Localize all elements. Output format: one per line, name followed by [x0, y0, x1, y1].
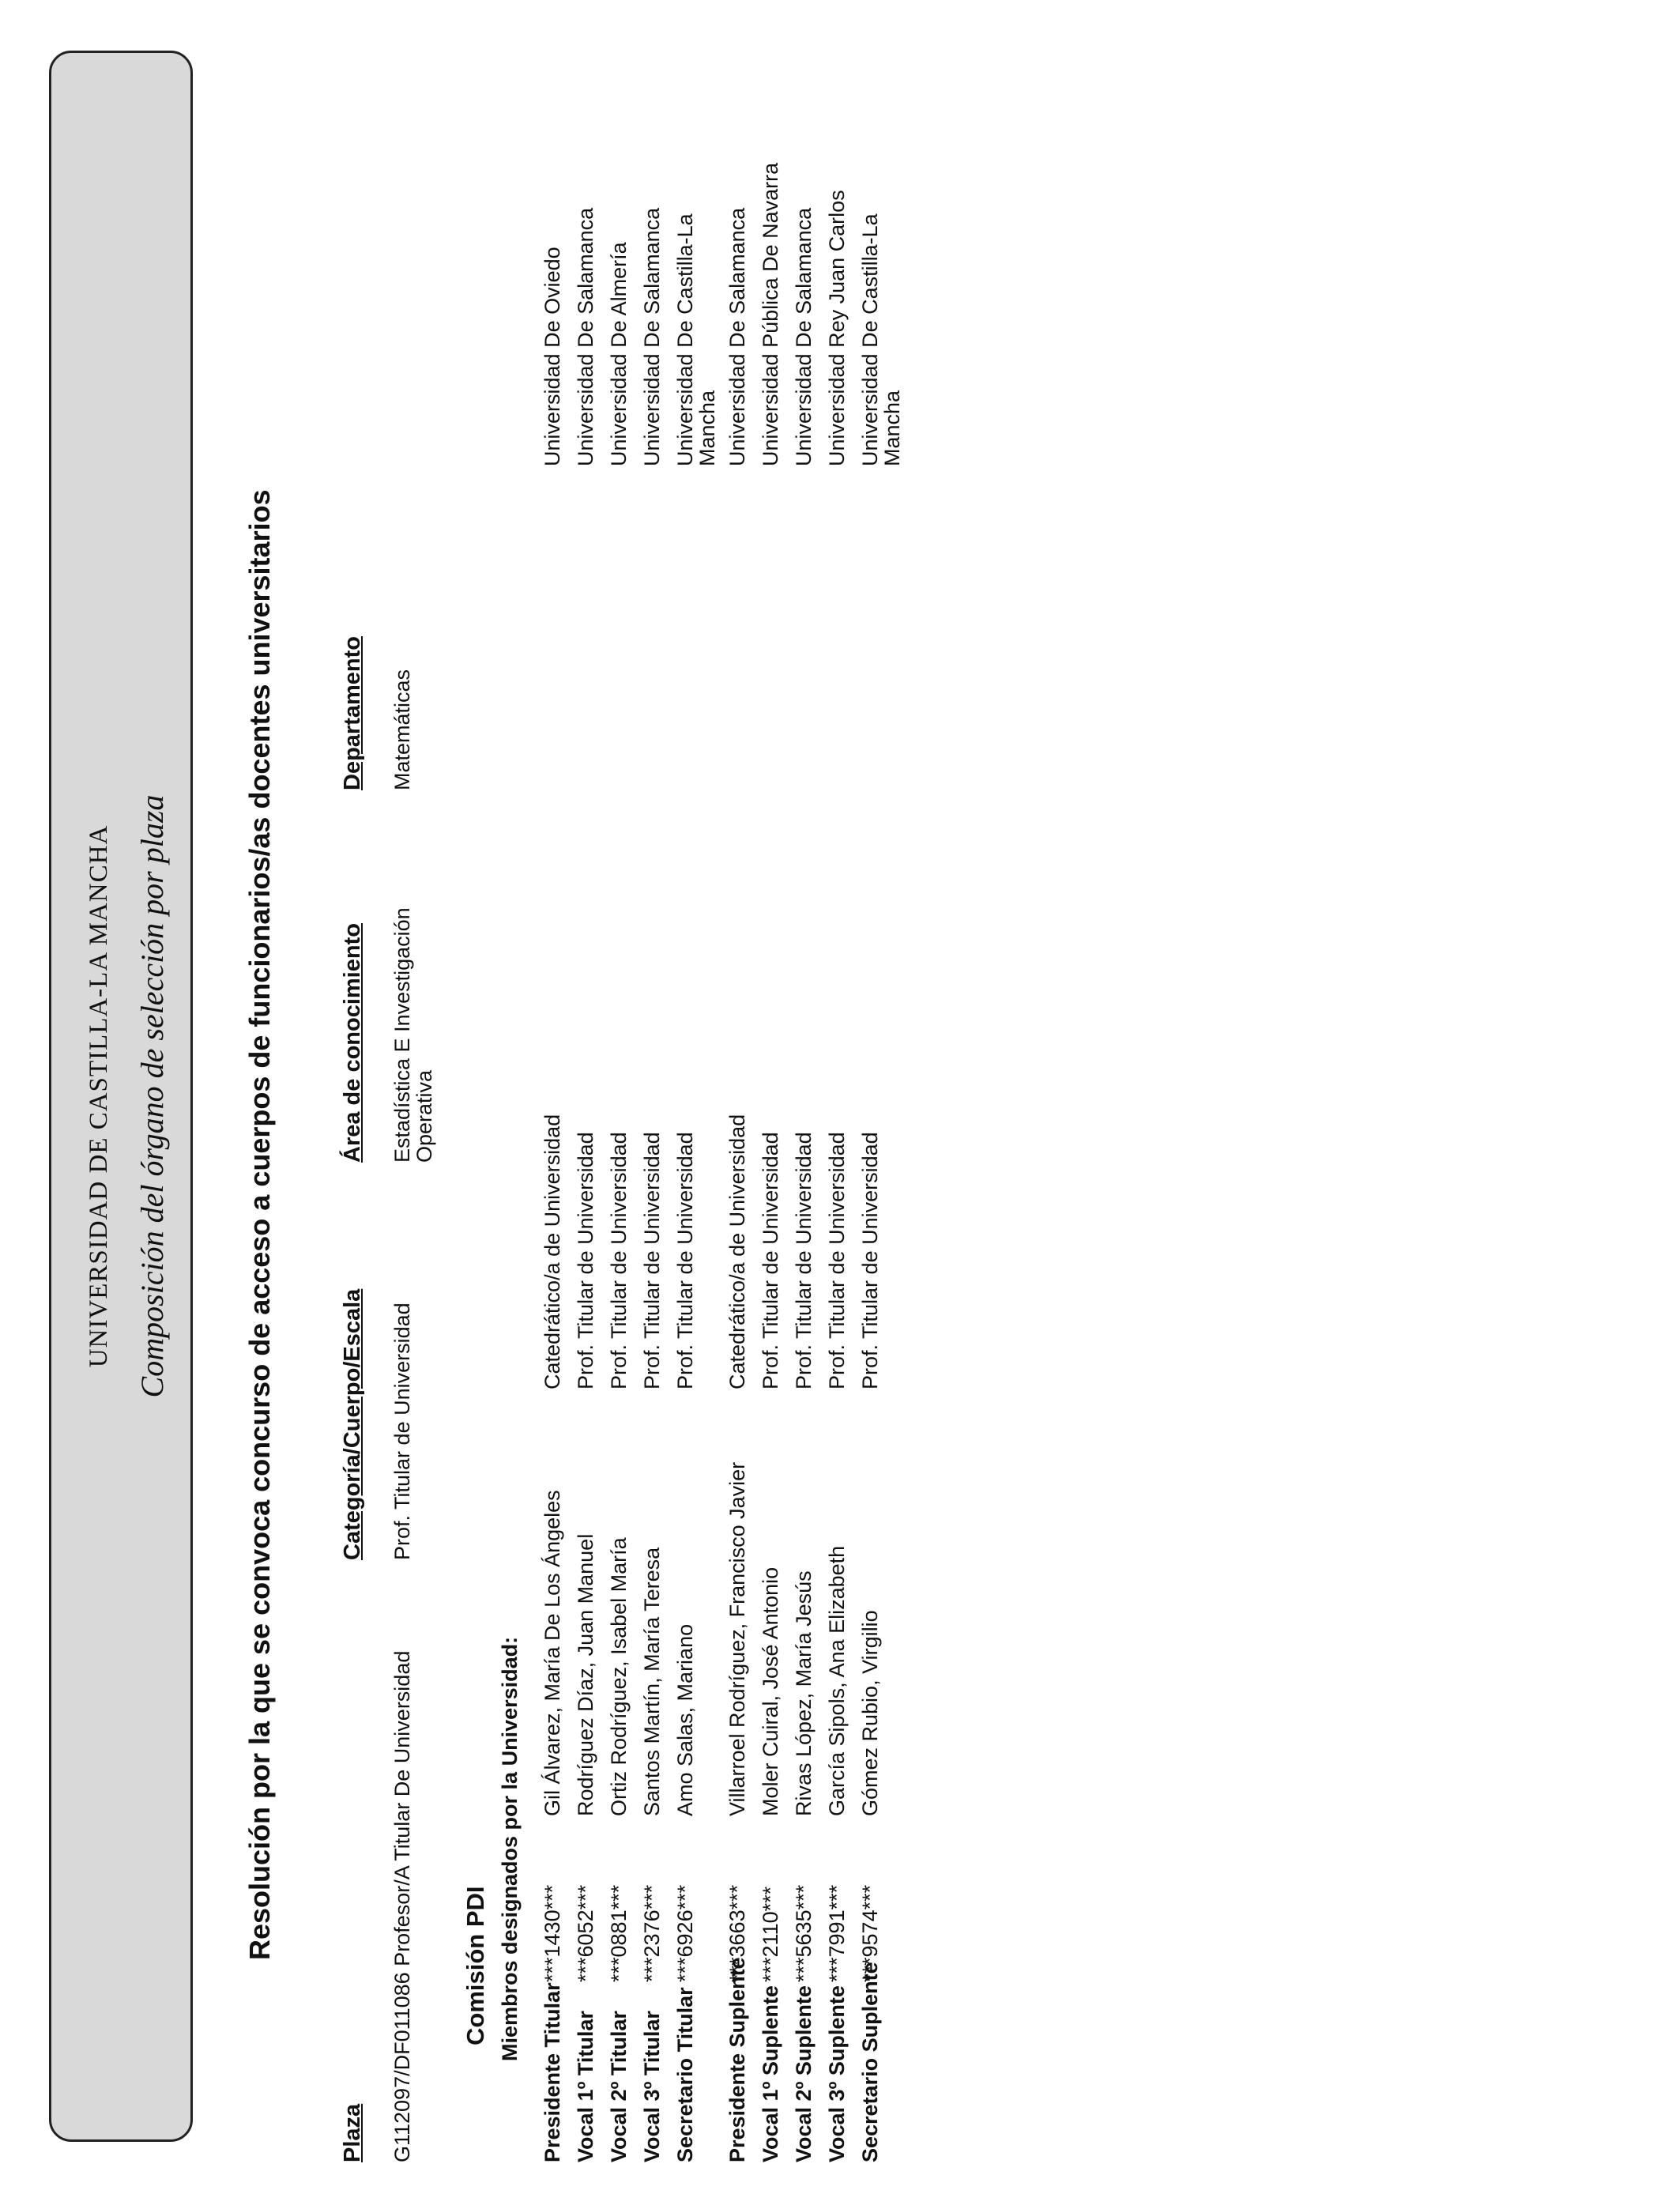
member-university: Universidad De Salamanca — [792, 207, 816, 466]
plaza-departamento: Matemáticas — [390, 669, 414, 790]
member-category: Prof. Titular de Universidad — [825, 1132, 849, 1389]
member-university: Universidad De Salamanca — [574, 207, 597, 466]
member-category: Prof. Titular de Universidad — [640, 1132, 664, 1389]
member-name: Rivas López, María Jesús — [792, 1570, 816, 1816]
member-id: ***5635*** — [792, 1884, 816, 1982]
resolution-title: Resolución por la que se convoca concurso de acceso a cuerpos de funcionarios/as docentes universitarios — [243, 489, 276, 1960]
member-category: Catedrático/a de Universidad — [541, 1114, 564, 1389]
member-university: Universidad De Almería — [607, 242, 631, 466]
member-id: ***6926*** — [673, 1884, 697, 1982]
plaza-categoria: Prof. Titular de Universidad — [390, 1302, 414, 1560]
member-university: Universidad De Oviedo — [541, 247, 564, 466]
member-role: Vocal 1º Suplente — [759, 1985, 782, 2162]
member-id: ***2376*** — [640, 1884, 664, 1982]
member-name: Gómez Rubio, Virgilio — [858, 1610, 882, 1816]
member-category: Catedrático/a de Universidad — [725, 1114, 749, 1389]
member-role: Presidente Suplente — [725, 1957, 749, 2162]
member-university: Universidad Rey Juan Carlos — [825, 190, 849, 466]
header-banner — [49, 51, 193, 2142]
member-id: ***1430*** — [541, 1884, 564, 1982]
member-category: Prof. Titular de Universidad — [607, 1132, 631, 1389]
member-category: Prof. Titular de Universidad — [574, 1132, 597, 1389]
member-role: Vocal 2º Suplente — [792, 1985, 816, 2162]
member-name: Ortiz Rodríguez, Isabel María — [607, 1537, 631, 1816]
member-name: Villarroel Rodríguez, Francisco Javier — [725, 1461, 749, 1816]
member-name: García Sipols, Ana Elizabeth — [825, 1545, 849, 1816]
member-role: Vocal 3º Titular — [640, 2011, 664, 2162]
university-name: UNIVERSIDAD DE CASTILLA-LA MANCHA — [85, 824, 113, 1368]
plaza-area-line2: Operativa — [412, 1069, 436, 1163]
column-header-plaza: Plaza — [340, 2103, 365, 2162]
member-role: Vocal 3º Suplente — [825, 1985, 849, 2162]
member-id: ***0881*** — [607, 1884, 631, 1982]
member-category: Prof. Titular de Universidad — [673, 1132, 697, 1389]
member-university-line2: Mancha — [695, 390, 719, 466]
member-role: Secretario Titular — [673, 1987, 697, 2162]
member-university: Universidad De Salamanca — [725, 207, 749, 466]
member-name: Santos Martín, María Teresa — [640, 1547, 664, 1816]
member-name: Moler Cuiral, José Antonio — [759, 1566, 782, 1816]
column-header-departamento: Departamento — [340, 636, 365, 790]
member-university: Universidad Pública De Navarra — [759, 162, 782, 466]
member-university: Universidad De Salamanca — [640, 207, 664, 466]
member-category: Prof. Titular de Universidad — [759, 1132, 782, 1389]
member-id: ***7991*** — [825, 1884, 849, 1982]
member-id: ***9574*** — [858, 1884, 882, 1982]
member-role: Vocal 2º Titular — [607, 2011, 631, 2162]
document-subtitle: Composición del órgano de selección por plaza — [134, 794, 170, 1398]
member-id: ***3663*** — [725, 1884, 749, 1982]
column-header-area: Área de conocimiento — [340, 923, 365, 1163]
member-name: Rodríguez Díaz, Juan Manuel — [574, 1533, 597, 1816]
member-university: Universidad De Castilla-La — [673, 213, 697, 466]
member-category: Prof. Titular de Universidad — [858, 1132, 882, 1389]
member-id: ***2110*** — [759, 1886, 782, 1982]
member-role: Vocal 1º Titular — [574, 2011, 597, 2162]
plaza-area-line1: Estadística E Investigación — [390, 907, 414, 1163]
column-header-categoria: Categoría/Cuerpo/Escala — [340, 1288, 365, 1560]
member-university-line2: Mancha — [880, 390, 904, 466]
member-university: Universidad De Castilla-La — [858, 213, 882, 466]
member-role: Presidente Titular — [541, 1982, 564, 2162]
member-name: Amo Salas, Mariano — [673, 1623, 697, 1816]
plaza-code: G112097/DF011086 Profesor/A Titular De Universidad — [390, 1650, 414, 2162]
member-id: ***6052*** — [574, 1884, 597, 1982]
member-name: Gil Álvarez, María De Los Ángeles — [541, 1490, 564, 1816]
commission-subtitle: Miembros designados por la Universidad: — [498, 1636, 522, 2061]
member-category: Prof. Titular de Universidad — [792, 1132, 816, 1389]
member-role: Secretario Suplente — [858, 1962, 882, 2162]
commission-title: Comisión PDI — [461, 1886, 489, 2045]
